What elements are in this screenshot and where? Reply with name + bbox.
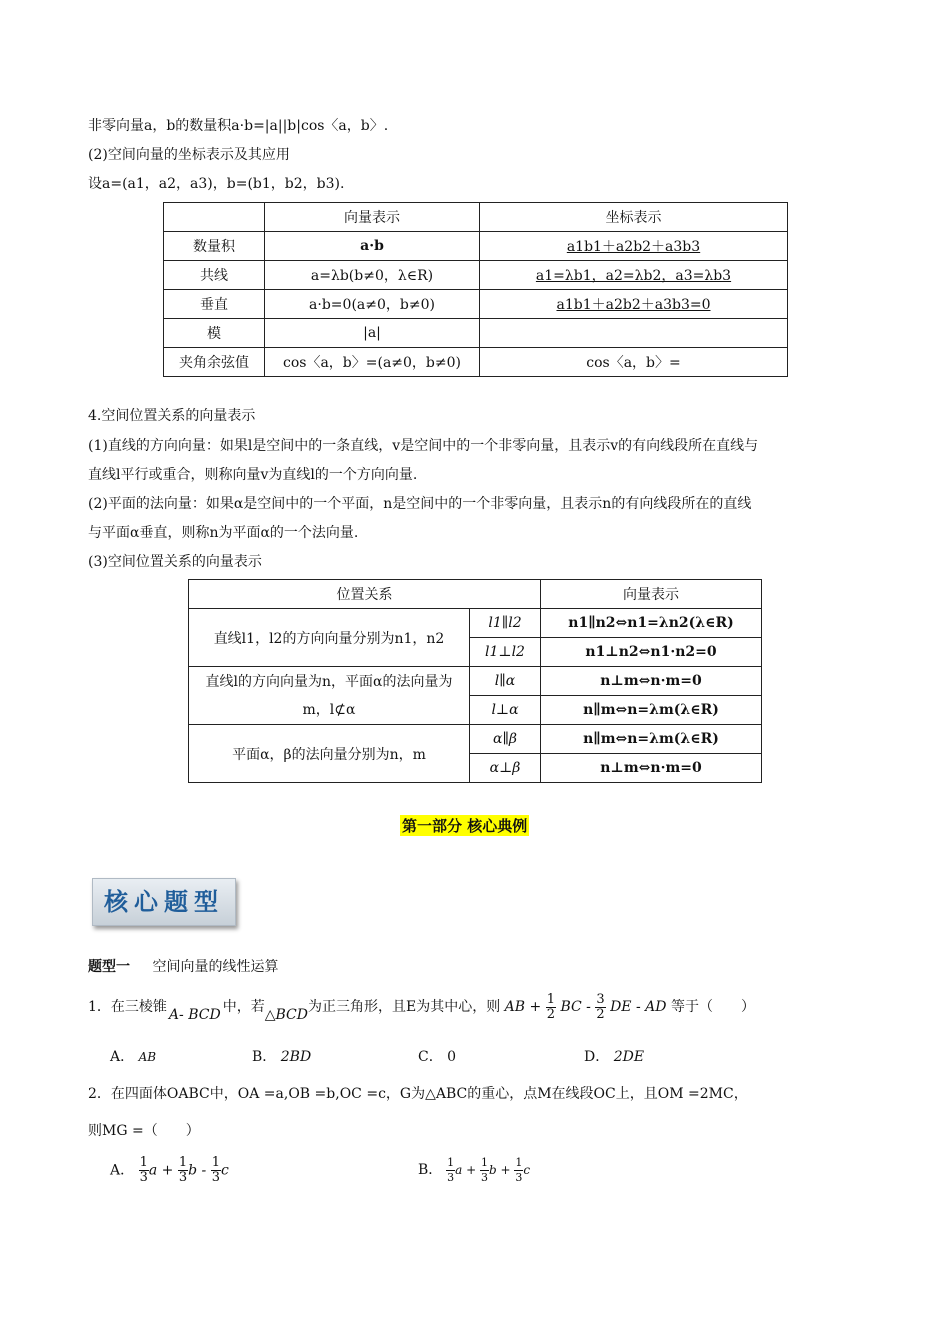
cell-coord [480,319,788,348]
dot-product-line: 非零向量a，b的数量积a·b=|a||b|cos〈a，b〉. [88,118,389,134]
cell-vector: cos〈a，b〉=(a≠0，b≠0) [265,348,480,377]
type1-label: 题型一 [88,959,130,975]
relation: l1⊥l2 [470,638,541,667]
direction-vector-line-a: (1)直线的方向向量：如果l是空间中的一条直线，v是空间中的一个非零向量，且表示v的有向线段所在直线与 [88,438,759,454]
q1-expr-de: DE - AD [610,999,667,1015]
q1-expr-bc: BC - [560,999,591,1015]
q2a-frac-3-num: 1 [211,1155,221,1170]
q1-option-b-value: 2BD [280,1049,312,1065]
q2b-frac-3-den: 3 [515,1171,523,1184]
q2a-frac-2-num: 1 [178,1155,188,1170]
set-line: 设a=(a1，a2，a3)，b=(b1，b2，b3). [88,176,345,192]
q2a-term-b: b - [188,1162,207,1179]
part-title: 第一部分 核心典例 [402,817,528,835]
cell-label: 模 [164,319,265,348]
cell-vector: a·b [265,232,480,261]
q2-stem-2: 则MG =（ ） [88,1123,200,1139]
q1-text-d: 等于（ ） [670,999,755,1015]
q1-frac-2-den: 2 [596,1006,605,1022]
q2-stem [88,1084,748,1104]
type1-title: 空间向量的线性运算 [152,959,279,975]
q1-option-c-label: C． [418,1049,443,1065]
relation: α⊥β [470,754,541,783]
q2a-frac-2 [178,1156,188,1185]
cell-label: 数量积 [164,232,265,261]
cell-coord: cos〈a，b〉= [480,348,788,377]
relation: l1∥l2 [470,609,541,638]
vector-rep: n⊥m⇔n·m=0 [541,754,762,783]
q1-option-b-label: B． [252,1049,277,1065]
cell-vector: a·b=0(a≠0，b≠0) [265,290,480,319]
q2b-frac-2-num: 1 [480,1156,488,1169]
vector-rep: n1∥n2⇔n1=λn2(λ∈R) [541,609,762,638]
cell-label: 共线 [164,261,265,290]
cell-coord: a1=λb1，a2=λb2，a3=λb3 [480,261,788,290]
coord-table [163,202,788,377]
relation: α∥β [470,725,541,754]
q2b-frac-2-den: 3 [480,1171,488,1184]
q2b-term-c: c [523,1163,531,1177]
group-desc: 直线l1，l2的方向向量分别为n1，n2 [189,609,470,667]
q2a-term-c: c [221,1162,229,1179]
q1-text-c: 为正三角形，且E为其中心，则 [307,999,501,1015]
q1-text-a: 在三棱锥 [110,999,167,1015]
q1-number: 1． [88,999,111,1015]
q2b-frac-3-num: 1 [515,1156,523,1169]
q1-option-c-value: 0 [447,1049,457,1065]
q1-stem [88,990,755,1024]
type1-heading [88,957,278,977]
th-vector-rep: 向量表示 [541,580,762,609]
q2b-term-b: b + [488,1163,511,1177]
normal-vector-line-b: 与平面α垂直，则称n为平面α的一个法向量. [88,525,359,541]
q1-option-d[interactable] [584,1046,644,1066]
th-vector: 向量表示 [265,203,480,232]
th-empty [164,203,265,232]
q1-option-a-value: AB [138,1050,157,1064]
q1-option-a[interactable] [110,1046,156,1066]
vector-rep: n1⊥n2⇔n1·n2=0 [541,638,762,667]
q2b-frac-1-den: 3 [447,1171,455,1184]
coord-heading: (2)空间向量的坐标表示及其应用 [88,147,290,163]
q2-option-a-label: A． [110,1162,135,1179]
q2b-frac-1 [446,1156,455,1185]
q2a-frac-1-num: 1 [139,1155,148,1170]
q2-option-b-label: B． [418,1162,443,1178]
cell-label: 垂直 [164,290,265,319]
section4-title: 4.空间位置关系的向量表示 [88,408,256,424]
position-table [188,579,762,783]
q1-option-d-value: 2DE [613,1049,645,1065]
q1-frac-1-den: 2 [546,1006,555,1022]
vector-rep: n∥m⇔n=λm(λ∈R) [541,696,762,725]
q2b-term-a: a + [455,1163,477,1177]
q2a-frac-1 [139,1156,149,1185]
relation: l∥α [470,667,541,696]
cell-vector: a=λb(b≠0，λ∈R) [265,261,480,290]
q2b-frac-2 [480,1156,489,1185]
q2a-frac-2-den: 3 [178,1170,188,1185]
q2-text: 在四面体OABC中，OA =a,OB =b,OC =c，G为△ABC的重心，点M在线段OC上，且OM =2MC， [110,1086,748,1102]
q1-triangle: △BCD [264,1007,308,1023]
q2a-frac-3-den: 3 [211,1170,221,1185]
q1-text-b: 中，若 [222,999,265,1015]
q1-option-c[interactable] [418,1046,456,1066]
q1-frac-2-num: 3 [596,991,605,1007]
q1-frac-2 [595,993,605,1022]
q2a-frac-3 [211,1156,221,1185]
vector-rep: n∥m⇔n=λm(λ∈R) [541,725,762,754]
q2a-term-a: a + [148,1162,174,1179]
cell-vector: |a| [265,319,480,348]
group-desc: 平面α，β的法向量分别为n，m [189,725,470,783]
q2-option-a[interactable] [110,1156,229,1185]
relation: l⊥α [470,696,541,725]
cell-label: 夹角余弦值 [164,348,265,377]
q1-option-b[interactable] [252,1046,311,1066]
q1-expr-ab: AB + [504,999,542,1015]
th-position: 位置关系 [189,580,541,609]
group-desc: 直线l的方向向量为n，平面α的法向量为m，l⊄α [189,667,470,725]
q2b-frac-1-num: 1 [447,1156,455,1169]
direction-vector-line-b: 直线l平行或重合，则称向量v为直线l的一个方向向量. [88,467,418,483]
q2-option-b[interactable] [418,1156,530,1185]
q2a-frac-1-den: 3 [139,1170,148,1185]
th-coord: 坐标表示 [480,203,788,232]
q1-frac-1-num: 1 [546,991,555,1007]
q1-option-d-label: D． [584,1049,610,1065]
vector-rep: n⊥m⇔n·m=0 [541,667,762,696]
q1-tetrahedron: A- BCD [168,1007,221,1023]
position-heading: (3)空间位置关系的向量表示 [88,554,262,570]
core-topic-badge: 核心题型 [92,878,236,926]
q1-frac-1 [546,993,556,1022]
q2-number: 2． [88,1086,111,1102]
q1-option-a-label: A． [110,1049,135,1065]
normal-vector-line-a: (2)平面的法向量：如果α是空间中的一个平面，n是空间中的一个非零向量，且表示n的有向线段所在的直线 [88,496,752,512]
cell-coord: a1b1＋a2b2＋a3b3 [480,232,788,261]
cell-coord: a1b1＋a2b2＋a3b3=0 [480,290,788,319]
